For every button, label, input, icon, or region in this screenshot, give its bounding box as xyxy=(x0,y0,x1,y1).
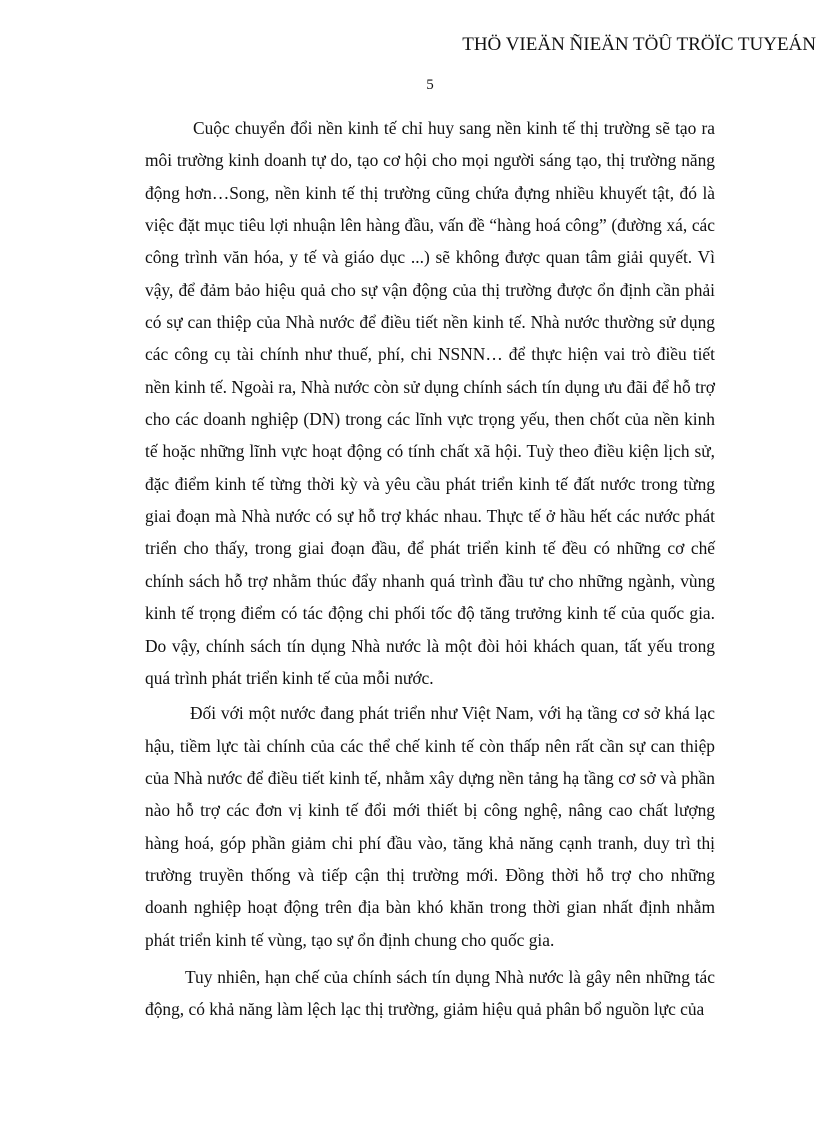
page-header-title: THÖ VIEÄN ÑIEÄN TÖÛ TRÖÏC TUYEÁN xyxy=(462,34,816,55)
document-body xyxy=(145,112,715,1026)
paragraph-1: Cuộc chuyển đổi nền kinh tế chỉ huy sang nền kinh tế thị trường sẽ tạo ra môi trường kinh doanh tự do, tạo cơ hội cho mọi người sáng tạo, thị trường năng động hơn…Song, nền kinh tế thị trường cũng chứa đựng nhiều khuyết tật, đó là việc đặt mục tiêu lợi nhuận lên hàng đầu, vấn đề “hàng hoá công” (đường xá, các công trình văn hóa, y tế và giáo dục ...) sẽ không được quan tâm giải quyết. Vì vậy, để đảm bảo hiệu quả cho sự vận động của thị trường được ổn định cần phải có sự can thiệp của Nhà nước để điều tiết nền kinh tế. Nhà nước thường sử dụng các công cụ tài chính như thuế, phí, chi NSNN… để thực hiện vai trò điều tiết nền kinh tế. Ngoài ra, Nhà nước còn sử dụng chính sách tín dụng ưu đãi để hỗ trợ cho các doanh nghiệp (DN) trong các lĩnh vực trọng yếu, then chốt của nền kinh tế hoặc những lĩnh vực hoạt động có tính chất xã hội. Tuỳ theo điều kiện lịch sử, đặc điểm kinh tế từng thời kỳ và yêu cầu phát triển kinh tế đất nước trong từng giai đoạn mà Nhà nước có sự hỗ trợ khác nhau. Thực tế ở hầu hết các nước phát triển cho thấy, trong giai đoạn đầu, để phát triển kinh tế đều có những cơ chế chính sách hỗ trợ nhằm thúc đẩy nhanh quá trình đầu tư cho những ngành, vùng kinh tế trọng điểm có tác động chi phối tốc độ tăng trưởng kinh tế của quốc gia. Do vậy, chính sách tín dụng Nhà nước là một đòi hỏi khách quan, tất yếu trong quá trình phát triển kinh tế của mỗi nước. xyxy=(145,118,715,688)
paragraph-3: Tuy nhiên, hạn chế của chính sách tín dụng Nhà nước là gây nên những tác động, có khả năng làm lệch lạc thị trường, giảm hiệu quả phân bổ nguồn lực của xyxy=(145,966,715,1020)
paragraph-2: Đối với một nước đang phát triển như Việt Nam, với hạ tầng cơ sở khá lạc hậu, tiềm lực tài chính của các thể chế kinh tế còn thấp nên rất cần sự can thiệp của Nhà nước để điều tiết kinh tế, nhằm xây dựng nền tảng hạ tầng cơ sở và phần nào hỗ trợ các đơn vị kinh tế đổi mới thiết bị công nghệ, nâng cao chất lượng hàng hoá, góp phần giảm chi phí đầu vào, tăng khả năng cạnh tranh, duy trì thị trường truyền thống và tiếp cận thị trường mới. Đồng thời hỗ trợ cho những doanh nghiệp hoạt động trên địa bàn khó khăn trong thời gian nhất định nhằm phát triển kinh tế vùng, tạo sự ổn định chung cho quốc gia. xyxy=(145,703,715,950)
page-number: 5 xyxy=(426,77,434,93)
